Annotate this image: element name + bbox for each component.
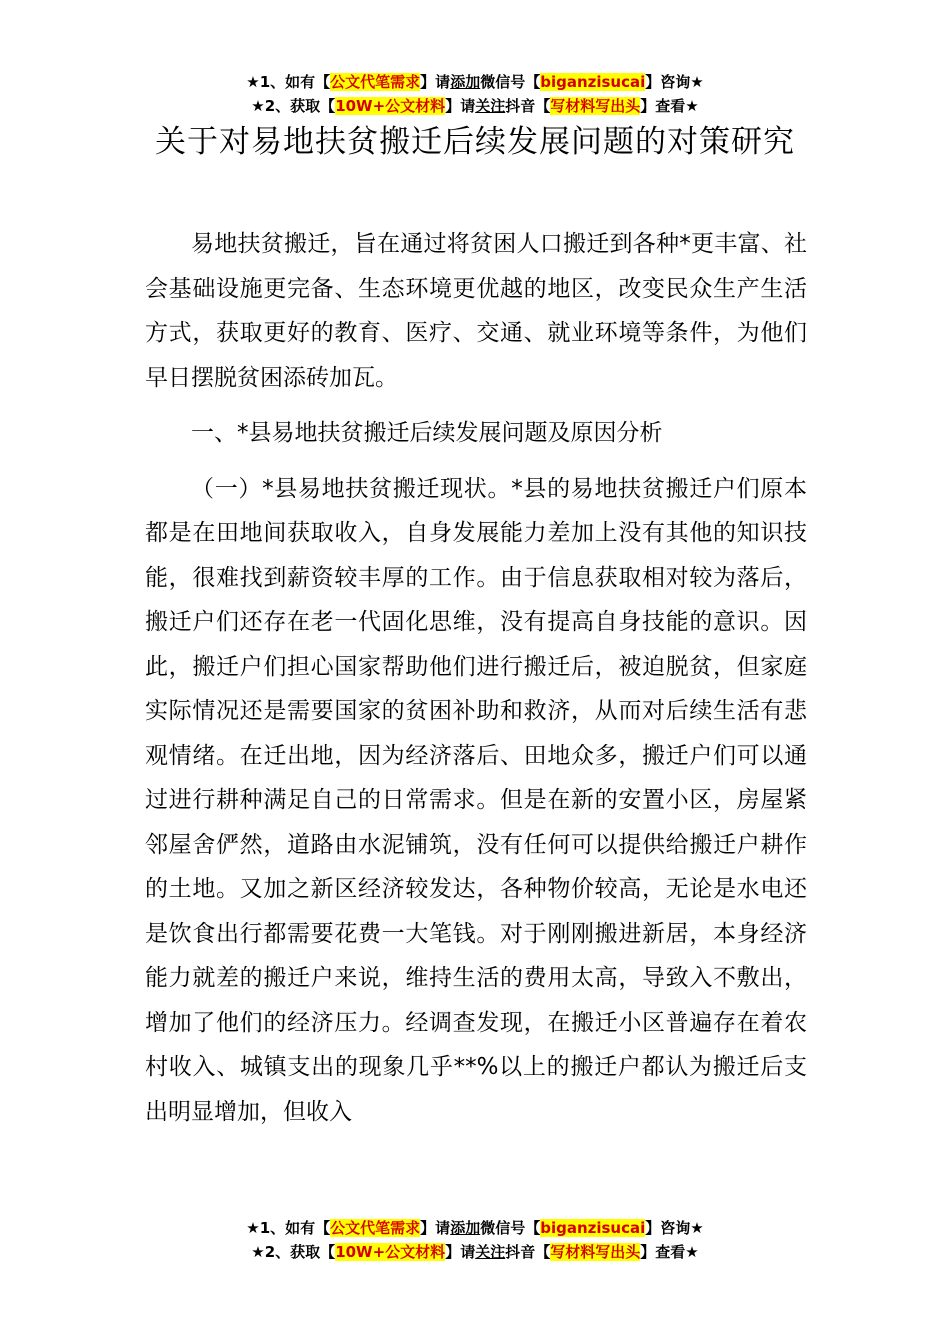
document-body <box>145 222 807 1145</box>
star-icon: ★ <box>246 1219 260 1237</box>
footer-banner <box>0 1216 950 1264</box>
banner-text: 抖音【 <box>505 1243 551 1261</box>
banner-underline: 添加 <box>450 1219 481 1237</box>
banner-line-1 <box>0 70 950 94</box>
banner-underline: 添加 <box>450 73 481 91</box>
star-icon: ★ <box>251 97 265 115</box>
banner-text: 1、如有【 <box>259 73 331 91</box>
banner-text: 】查看★ <box>640 1243 699 1261</box>
highlight-materials: 10W+公文材料 <box>335 1243 446 1261</box>
highlight-douyin: 写材料写出头 <box>550 1243 641 1261</box>
banner-text: 抖音【 <box>505 97 551 115</box>
highlight-wechat-id: biganzisucai <box>540 73 646 91</box>
banner-text: 】咨询★ <box>645 1219 704 1237</box>
header-banner <box>0 70 950 118</box>
banner-text: 微信号【 <box>480 1219 541 1237</box>
highlight-wechat-id: biganzisucai <box>540 1219 646 1237</box>
banner-line-2 <box>0 1240 950 1264</box>
banner-text: 】请 <box>445 97 476 115</box>
banner-text: 】请 <box>420 73 451 91</box>
banner-line-2 <box>0 94 950 118</box>
star-icon: ★ <box>251 1243 265 1261</box>
banner-text: 2、获取【 <box>264 97 336 115</box>
document-title: 关于对易地扶贫搬迁后续发展问题的对策研究 <box>155 124 795 160</box>
banner-line-1 <box>0 1216 950 1240</box>
section-heading: 一、*县易地扶贫搬迁后续发展问题及原因分析 <box>191 420 663 446</box>
banner-text: 2、获取【 <box>264 1243 336 1261</box>
banner-text: 1、如有【 <box>259 1219 331 1237</box>
highlight-service: 公文代笔需求 <box>330 1219 421 1237</box>
highlight-materials: 10W+公文材料 <box>335 97 446 115</box>
banner-text: 】查看★ <box>640 97 699 115</box>
highlight-service: 公文代笔需求 <box>330 73 421 91</box>
banner-underline: 关注 <box>475 97 506 115</box>
banner-text: 】咨询★ <box>645 73 704 91</box>
banner-text: 】请 <box>420 1219 451 1237</box>
star-icon: ★ <box>246 73 260 91</box>
banner-underline: 关注 <box>475 1243 506 1261</box>
body-paragraph: （一）*县易地扶贫搬迁现状。*县的易地扶贫搬迁户们原本都是在田地间获取收入，自身发展能力差加上没有其他的知识技能，很难找到薪资较丰厚的工作。由于信息获取相对较为落后，搬迁户们还存在老一代固化思维，没有提高自身技能的意识。因此，搬迁户们担心国家帮助他们进行搬迁后，被迫脱贫，但家庭实际情况还是需要国家的贫困补助和救济，从而对后续生活有悲观情绪。在迁出地，因为经济落后、田地众多，搬迁户们可以通过进行耕种满足自己的日常需求。但是在新的安置小区，房屋紧邻屋舍俨然，道路由水泥铺筑，没有任何可以提供给搬迁户耕作的土地。又加之新区经济较发达，各种物价较高，无论是水电还是饮食出行都需要花费一大笔钱。对于刚刚搬进新居，本身经济能力就差的搬迁户来说，维持生活的费用太高，导致入不敷出，增加了他们的经济压力。经调查发现，在搬迁小区普遍存在着农村收入、城镇支出的现象几乎**%以上的搬迁户都认为搬迁后支出明显增加，但收入 <box>145 475 807 1125</box>
intro-paragraph: 易地扶贫搬迁，旨在通过将贫困人口搬迁到各种*更丰富、社会基础设施更完备、生态环境更优越的地区，改变民众生产生活方式，获取更好的教育、医疗、交通、就业环境等条件，为他们早日摆脱贫困添砖加瓦。 <box>145 231 807 391</box>
highlight-douyin: 写材料写出头 <box>550 97 641 115</box>
banner-text: 】请 <box>445 1243 476 1261</box>
banner-text: 微信号【 <box>480 73 541 91</box>
